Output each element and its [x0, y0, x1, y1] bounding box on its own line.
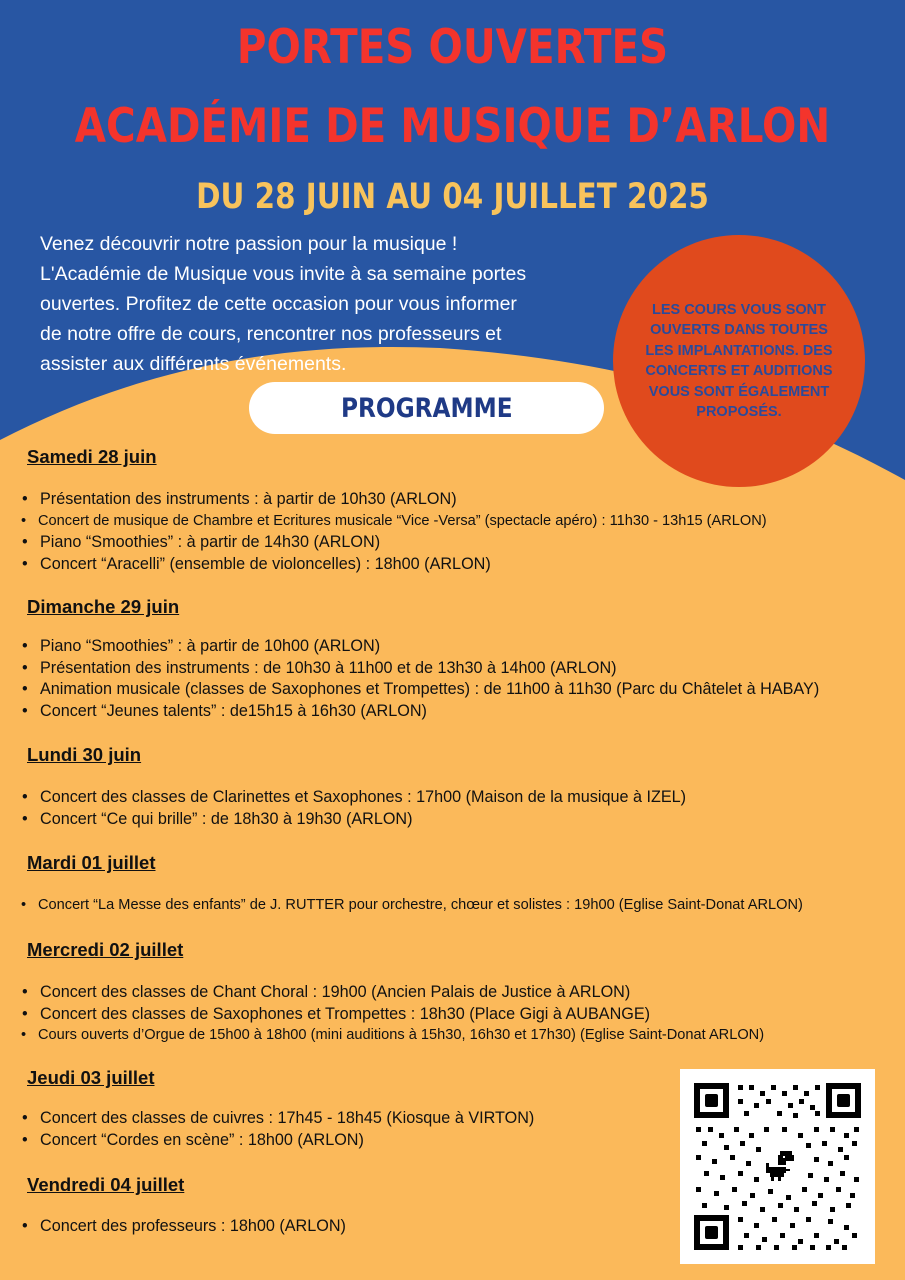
list-item: • Piano “Smoothies” : à partir de 10h00 (ARLON) [20, 636, 819, 658]
list-item: • Concert de musique de Chambre et Ecritures musicale “Vice -Versa” (spectacle apéro) : 11h30 - 13h15 (ARLON) [20, 511, 767, 533]
list-item: • Concert des classes de Clarinettes et Saxophones : 17h00 (Maison de la musique à IZEL) [20, 787, 686, 809]
day-title: Jeudi 03 juillet [27, 1067, 155, 1088]
day-items [20, 1216, 346, 1238]
list-item: • Concert des classes de Saxophones et Trompettes : 18h30 (Place Gigi à AUBANGE) [20, 1004, 764, 1026]
list-item: • Concert des professeurs : 18h00 (ARLON) [20, 1216, 346, 1238]
day-items [20, 636, 819, 722]
list-item: • Animation musicale (classes de Saxophones et Trompettes) : de 11h00 à 11h30 (Parc du Châtelet à HABAY) [20, 679, 819, 701]
list-item: • Cours ouverts d’Orgue de 15h00 à 18h00 (mini auditions à 15h30, 16h30 et 17h30) (Eglise Saint-Donat ARLON) [20, 1025, 764, 1047]
list-item: • Concert des classes de Chant Choral : 19h00 (Ancien Palais de Justice à ARLON) [20, 982, 764, 1004]
programme-label: PROGRAMME [340, 392, 513, 424]
day-title: Lundi 30 juin [27, 744, 142, 765]
intro-text: Venez découvrir notre passion pour la musique ! L'Académie de Musique vous invite à sa semaine portes ouvertes. Profitez de cette occasion pour vous informer de notre offre de cours, rencontrer nos professeurs et assister aux différents événements. [40, 233, 527, 375]
list-item: • Concert “Jeunes talents” : de15h15 à 16h30 (ARLON) [20, 701, 819, 723]
day-items [20, 982, 764, 1047]
event-dates: DU 28 JUIN AU 04 JUILLET 2025 [196, 177, 709, 217]
list-item: • Concert des classes de cuivres : 17h45 - 18h45 (Kiosque à VIRTON) [20, 1108, 534, 1130]
day-title: Vendredi 04 juillet [27, 1174, 185, 1195]
list-item: • Présentation des instruments : de 10h30 à 11h00 et de 13h30 à 14h00 (ARLON) [20, 658, 819, 680]
list-item: • Concert “Aracelli” (ensemble de violoncelles) : 18h00 (ARLON) [20, 554, 767, 576]
programme-banner [249, 382, 604, 434]
circle-note: LES COURS VOUS SONT OUVERTS DANS TOUTES LES IMPLANTATIONS. DES CONCERTS ET AUDITIONS VOUS SONT ÉGALEMENT PROPOSÉS. [645, 301, 833, 420]
list-item: • Présentation des instruments : à partir de 10h30 (ARLON) [20, 489, 767, 511]
list-item: • Concert “La Messe des enfants” de J. RUTTER pour orchestre, chœur et solistes : 19h00 (Eglise Saint-Donat ARLON) [20, 895, 803, 917]
day-title: Mardi 01 juillet [27, 852, 156, 873]
day-items [20, 489, 767, 575]
list-item: • Concert “Ce qui brille” : de 18h30 à 19h30 (ARLON) [20, 809, 686, 831]
qr-code-icon [694, 1083, 861, 1250]
list-item: • Concert “Cordes en scène” : 18h00 (ARLON) [20, 1130, 534, 1152]
day-title: Dimanche 29 juin [27, 596, 180, 617]
day-items [20, 787, 686, 830]
qr-code[interactable] [680, 1069, 875, 1264]
info-circle [613, 235, 865, 487]
title-line-1: PORTES OUVERTES [236, 20, 669, 75]
day-title: Samedi 28 juin [27, 446, 157, 467]
title-line-2: ACADÉMIE DE MUSIQUE D’ARLON [74, 99, 831, 154]
day-items [20, 895, 803, 917]
day-title: Mercredi 02 juillet [27, 939, 184, 960]
list-item: • Piano “Smoothies” : à partir de 14h30 (ARLON) [20, 532, 767, 554]
day-items [20, 1108, 534, 1151]
